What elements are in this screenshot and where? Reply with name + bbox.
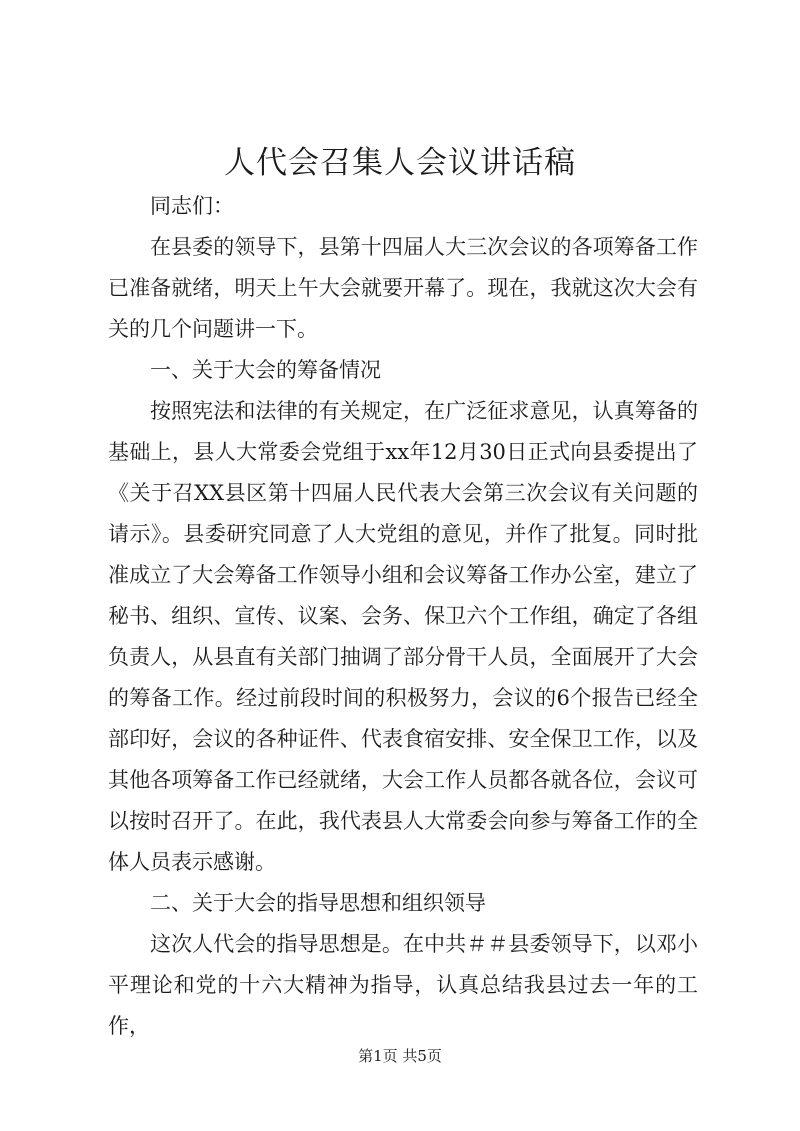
page-footer: 第1页 共5页 bbox=[358, 1047, 442, 1065]
paragraph-preparation: 按照宪法和法律的有关规定，在广泛征求意见，认真筹备的基础上，县人大常委会党组于xx年12月30日正式向县委提出了《关于召XX县区第十四届人民代表大会第三次会议有关问题的请示》。县委研究同意了人大党组的意见，并作了批复。同时批准成立了大会筹备工作领导小组和会议筹备工作办公室，建立了秘书、组织、宣传、议案、会务、保卫六个工作组，确定了各组负责人，从县直有关部门抽调了部分骨干人员，全面展开了大会的筹备工作。经过前段时间的积极努力，会议的6个报告已经全部印好，会议的各种证件、代表食宿安排、安全保卫工作，以及其他各项筹备工作已经就绪，大会工作人员都各就各位，会议可以按时召开了。在此，我代表县人大常委会向参与筹备工作的全体人员表示感谢。 bbox=[108, 399, 698, 874]
paragraph-intro: 在县委的领导下，县第十四届人大三次会议的各项筹备工作已准备就绪，明天上午大会就要开幕了。现在，我就这次大会有关的几个问题讲一下。 bbox=[108, 235, 698, 341]
section-heading-2: 二、关于大会的指导思想和组织领导 bbox=[150, 891, 486, 915]
salutation: 同志们： bbox=[150, 194, 234, 218]
paragraph-guiding-thought: 这次人代会的指导思想是。在中共＃＃县委领导下，以邓小平理论和党的十六大精神为指导，认真总结我县过去一年的工作， bbox=[108, 932, 698, 1038]
section-heading-1: 一、关于大会的筹备情况 bbox=[150, 358, 381, 382]
document-body bbox=[108, 185, 698, 1047]
document-title: 人代会召集人会议讲话稿 bbox=[224, 145, 576, 181]
